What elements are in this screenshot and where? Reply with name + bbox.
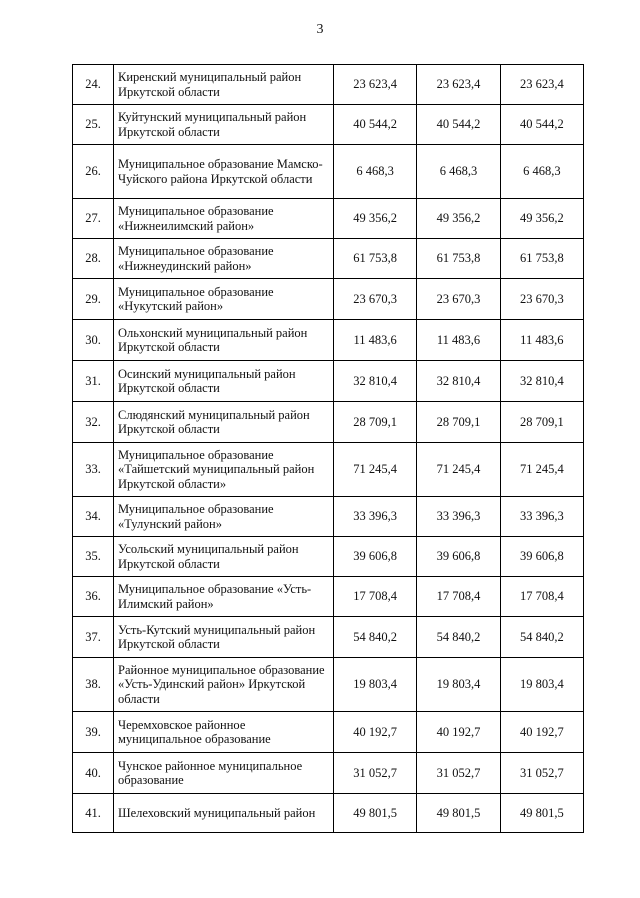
table-row — [73, 239, 584, 279]
value-cell: 19 803,4 — [334, 658, 417, 712]
table-row — [73, 145, 584, 199]
value-cell: 61 753,8 — [500, 239, 583, 279]
value-cell: 39 606,8 — [334, 537, 417, 577]
row-number: 27. — [73, 199, 114, 239]
table-row — [73, 361, 584, 402]
municipality-name: Слюдянский муниципальный район Иркутской области — [114, 402, 334, 443]
value-cell: 49 356,2 — [334, 199, 417, 239]
value-cell: 17 708,4 — [500, 577, 583, 617]
municipality-name: Черемховское районное муниципальное образование — [114, 712, 334, 753]
row-number: 26. — [73, 145, 114, 199]
value-cell: 49 801,5 — [500, 794, 583, 833]
value-cell: 28 709,1 — [417, 402, 500, 443]
value-cell: 71 245,4 — [417, 443, 500, 497]
row-number: 29. — [73, 279, 114, 320]
value-cell: 49 801,5 — [334, 794, 417, 833]
municipality-name: Муниципальное образование «Тайшетский муниципальный район Иркутской области» — [114, 443, 334, 497]
value-cell: 23 623,4 — [500, 65, 583, 105]
table-row — [73, 794, 584, 833]
value-cell: 40 544,2 — [417, 105, 500, 145]
table-row — [73, 712, 584, 753]
table-row — [73, 658, 584, 712]
value-cell: 49 356,2 — [417, 199, 500, 239]
value-cell: 32 810,4 — [417, 361, 500, 402]
value-cell: 54 840,2 — [417, 617, 500, 658]
value-cell: 40 192,7 — [334, 712, 417, 753]
value-cell: 31 052,7 — [334, 753, 417, 794]
municipality-name: Ольхонский муниципальный район Иркутской области — [114, 320, 334, 361]
value-cell: 54 840,2 — [500, 617, 583, 658]
value-cell: 32 810,4 — [334, 361, 417, 402]
value-cell: 40 192,7 — [417, 712, 500, 753]
value-cell: 17 708,4 — [417, 577, 500, 617]
value-cell: 23 623,4 — [417, 65, 500, 105]
table-row — [73, 199, 584, 239]
value-cell: 17 708,4 — [334, 577, 417, 617]
municipality-name: Осинский муниципальный район Иркутской области — [114, 361, 334, 402]
budget-table — [72, 64, 584, 833]
value-cell: 28 709,1 — [334, 402, 417, 443]
row-number: 40. — [73, 753, 114, 794]
row-number: 37. — [73, 617, 114, 658]
value-cell: 39 606,8 — [417, 537, 500, 577]
value-cell: 40 192,7 — [500, 712, 583, 753]
value-cell: 11 483,6 — [500, 320, 583, 361]
municipality-name: Муниципальное образование «Нижнеилимский район» — [114, 199, 334, 239]
value-cell: 39 606,8 — [500, 537, 583, 577]
municipality-name: Муниципальное образование Мамско-Чуйского района Иркутской области — [114, 145, 334, 199]
table-row — [73, 105, 584, 145]
municipality-name: Муниципальное образование «Нижнеудинский район» — [114, 239, 334, 279]
municipality-name: Усольский муниципальный район Иркутской области — [114, 537, 334, 577]
row-number: 28. — [73, 239, 114, 279]
municipality-name: Куйтунский муниципальный район Иркутской области — [114, 105, 334, 145]
municipality-name: Муниципальное образование «Нукутский район» — [114, 279, 334, 320]
municipality-name: Чунское районное муниципальное образование — [114, 753, 334, 794]
table-row — [73, 443, 584, 497]
value-cell: 6 468,3 — [334, 145, 417, 199]
row-number: 32. — [73, 402, 114, 443]
table-row — [73, 402, 584, 443]
row-number: 35. — [73, 537, 114, 577]
table-row — [73, 65, 584, 105]
row-number: 39. — [73, 712, 114, 753]
municipality-name: Киренский муниципальный район Иркутской области — [114, 65, 334, 105]
row-number: 34. — [73, 497, 114, 537]
row-number: 38. — [73, 658, 114, 712]
value-cell: 33 396,3 — [500, 497, 583, 537]
municipality-name: Муниципальное образование «Тулунский район» — [114, 497, 334, 537]
municipality-name: Муниципальное образование «Усть-Илимский район» — [114, 577, 334, 617]
row-number: 25. — [73, 105, 114, 145]
value-cell: 28 709,1 — [500, 402, 583, 443]
page-number: 3 — [316, 22, 324, 37]
value-cell: 23 670,3 — [417, 279, 500, 320]
value-cell: 40 544,2 — [334, 105, 417, 145]
table-row — [73, 577, 584, 617]
table-row — [73, 537, 584, 577]
row-number: 24. — [73, 65, 114, 105]
row-number: 36. — [73, 577, 114, 617]
municipality-name: Районное муниципальное образование «Усть-Удинский район» Иркутской области — [114, 658, 334, 712]
table-row — [73, 497, 584, 537]
value-cell: 54 840,2 — [334, 617, 417, 658]
value-cell: 61 753,8 — [334, 239, 417, 279]
value-cell: 40 544,2 — [500, 105, 583, 145]
value-cell: 71 245,4 — [334, 443, 417, 497]
value-cell: 49 356,2 — [500, 199, 583, 239]
value-cell: 19 803,4 — [500, 658, 583, 712]
value-cell: 23 670,3 — [500, 279, 583, 320]
table-row — [73, 279, 584, 320]
value-cell: 32 810,4 — [500, 361, 583, 402]
value-cell: 23 670,3 — [334, 279, 417, 320]
row-number: 33. — [73, 443, 114, 497]
table-row — [73, 753, 584, 794]
value-cell: 6 468,3 — [500, 145, 583, 199]
value-cell: 31 052,7 — [417, 753, 500, 794]
value-cell: 19 803,4 — [417, 658, 500, 712]
municipality-name: Усть-Кутский муниципальный район Иркутской области — [114, 617, 334, 658]
row-number: 31. — [73, 361, 114, 402]
value-cell: 33 396,3 — [417, 497, 500, 537]
value-cell: 11 483,6 — [334, 320, 417, 361]
value-cell: 6 468,3 — [417, 145, 500, 199]
value-cell: 71 245,4 — [500, 443, 583, 497]
value-cell: 23 623,4 — [334, 65, 417, 105]
table-row — [73, 617, 584, 658]
value-cell: 31 052,7 — [500, 753, 583, 794]
value-cell: 61 753,8 — [417, 239, 500, 279]
value-cell: 33 396,3 — [334, 497, 417, 537]
municipality-name: Шелеховский муниципальный район — [114, 794, 334, 833]
table-row — [73, 320, 584, 361]
table-body — [73, 65, 584, 833]
value-cell: 11 483,6 — [417, 320, 500, 361]
row-number: 41. — [73, 794, 114, 833]
row-number: 30. — [73, 320, 114, 361]
value-cell: 49 801,5 — [417, 794, 500, 833]
